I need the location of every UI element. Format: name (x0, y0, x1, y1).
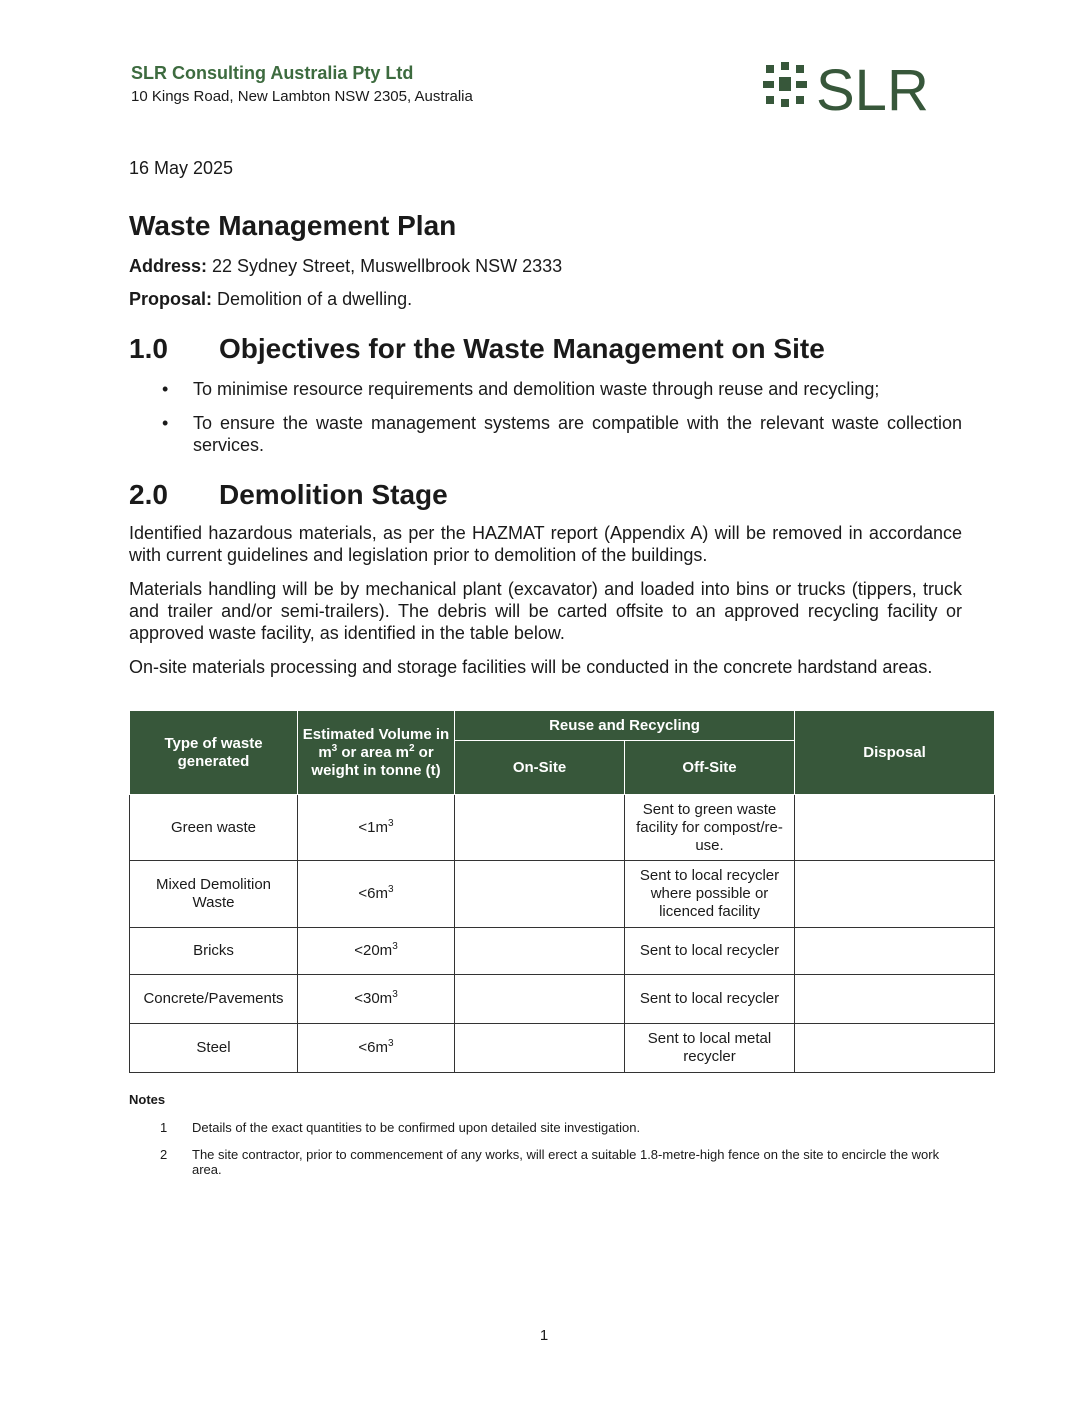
address-label: Address: (129, 256, 208, 276)
cell-offsite: Sent to green waste facility for compost/re-use. (625, 795, 795, 861)
document-date: 16 May 2025 (129, 158, 234, 178)
address-value: 22 Sydney Street, Muswellbrook NSW 2333 (207, 256, 563, 276)
header-reuse-recycling: Reuse and Recycling (455, 711, 795, 741)
proposal-label: Proposal: (129, 289, 213, 309)
cell-volume: $<6m^3$ (298, 861, 455, 928)
table-row (130, 1024, 995, 1073)
section-2-number: 2.0 (129, 479, 168, 510)
proposal-line (129, 289, 412, 310)
paragraph-materials-handling: Materials handling will be by mechanical plant (excavator) and loaded into bins or trucks (tippers, truck and trailer and/or semi-trailers). The debris will be carted offsite to an approved recycling facility or approved waste facility, as identified in the table below. (129, 579, 962, 643)
waste-table (129, 710, 995, 1073)
bullet-icon: • (162, 413, 169, 433)
header-disposal: Disposal (795, 711, 995, 795)
note-number: 2 (160, 1147, 168, 1162)
note-number: 1 (160, 1120, 168, 1135)
address-line (129, 256, 562, 277)
cell-onsite (455, 975, 625, 1024)
note-text: Details of the exact quantities to be confirmed upon detailed site investigation. (192, 1120, 641, 1135)
cell-type: Bricks (130, 928, 298, 975)
page-number: 1 (539, 1327, 549, 1344)
cell-volume: $<1m^3$ (298, 795, 455, 861)
logo-burst-icon (763, 62, 807, 107)
list-item: • To ensure the waste management systems are compatible with the relevant waste collection services. (162, 413, 962, 455)
header-onsite: On-Site (455, 741, 625, 795)
cell-volume: $<6m^3$ (298, 1024, 455, 1073)
logo-text: SLR (816, 58, 929, 120)
header-volume: Estimated Volume in $m^3$ or area $m^2$ or weight in tonne (t) (298, 711, 455, 795)
objectives-list (129, 378, 962, 468)
cell-volume: $<30m^3$ (298, 975, 455, 1024)
cell-disposal (795, 861, 995, 928)
document-title: Waste Management Plan (129, 210, 457, 241)
notes-heading: Notes (129, 1092, 166, 1107)
cell-onsite (455, 795, 625, 861)
list-item: • To minimise resource requirements and demolition waste through reuse and recycling; (162, 379, 880, 399)
header-offsite: Off-Site (625, 741, 795, 795)
section-1-number: 1.0 (129, 333, 168, 364)
cell-disposal (795, 928, 995, 975)
bullet-icon: • (162, 379, 169, 399)
cell-type: Concrete/Pavements (130, 975, 298, 1024)
cell-volume: $<20m^3$ (298, 928, 455, 975)
slr-logo (760, 58, 960, 120)
table-row (130, 928, 995, 975)
company-name: SLR Consulting Australia Pty Ltd (131, 63, 414, 83)
cell-disposal (795, 975, 995, 1024)
cell-onsite (455, 928, 625, 975)
cell-offsite: Sent to local metal recycler (625, 1024, 795, 1073)
table-row (130, 795, 995, 861)
section-1-title: Objectives for the Waste Management on Site (219, 333, 825, 364)
cell-disposal (795, 795, 995, 861)
table-row (130, 861, 995, 928)
cell-offsite: Sent to local recycler (625, 975, 795, 1024)
cell-onsite (455, 861, 625, 928)
note-item (129, 1147, 962, 1177)
section-2-title: Demolition Stage (219, 479, 448, 510)
cell-disposal (795, 1024, 995, 1073)
section-2-heading (129, 479, 448, 511)
note-text: The site contractor, prior to commencement of any works, will erect a suitable 1.8-metre-high fence on the site to encircle the work area. (192, 1147, 940, 1177)
cell-offsite: Sent to local recycler where possible or licenced facility (625, 861, 795, 928)
note-item (129, 1120, 962, 1135)
cell-type: Mixed Demolition Waste (130, 861, 298, 928)
paragraph-onsite-processing: On-site materials processing and storage facilities will be conducted in the concrete hardstand areas. (129, 657, 933, 677)
cell-type: Steel (130, 1024, 298, 1073)
paragraph-hazmat: Identified hazardous materials, as per the HAZMAT report (Appendix A) will be removed in accordance with current guidelines and legislation prior to demolition of the buildings. (129, 523, 962, 565)
cell-onsite (455, 1024, 625, 1073)
proposal-value: Demolition of a dwelling. (212, 289, 413, 309)
company-address: 10 Kings Road, New Lambton NSW 2305, Australia (131, 88, 473, 105)
cell-offsite: Sent to local recycler (625, 928, 795, 975)
cell-type: Green waste (130, 795, 298, 861)
section-1-heading (129, 333, 825, 365)
table-row (130, 975, 995, 1024)
header-type: Type of waste generated (130, 711, 298, 795)
